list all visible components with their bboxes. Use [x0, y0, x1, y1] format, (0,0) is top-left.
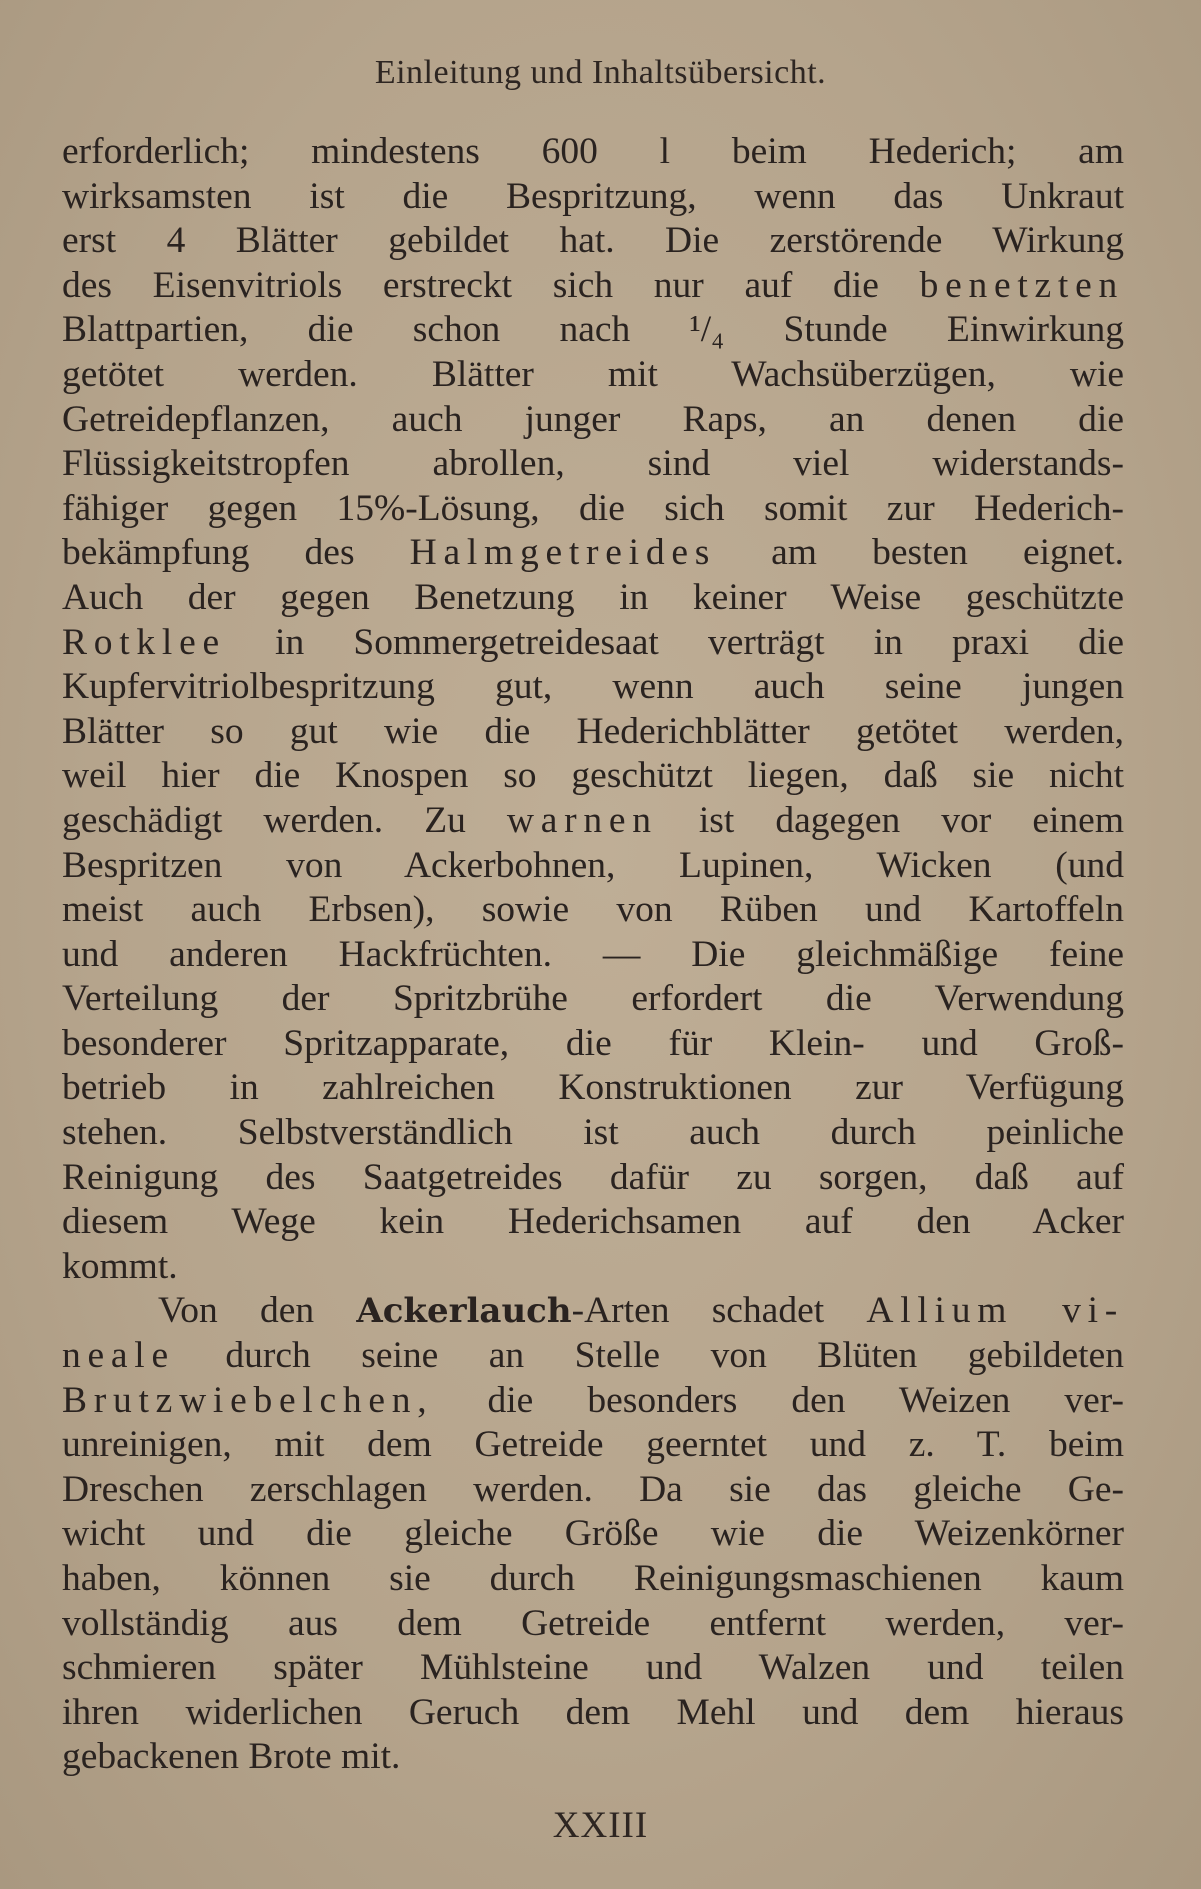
- text-line: [62, 799, 1124, 844]
- text-line: [62, 531, 1124, 576]
- text-line: vollständig aus dem Getreide entfernt werden, ver-: [62, 1602, 1124, 1644]
- text-line: wicht und die gleiche Größe wie die Weizenkörner: [62, 1513, 1124, 1555]
- emphasis-spaced: benetzten: [919, 264, 1124, 306]
- emphasis-spaced: warnen: [506, 799, 658, 841]
- text-run: geschädigt werden. Zu: [62, 799, 507, 841]
- text-line: besonderer Spritzapparate, die für Klein- und Groß-: [62, 1022, 1124, 1064]
- text-line: Bespritzen von Ackerbohnen, Lupinen, Wicken (und: [62, 844, 1124, 886]
- text-run: die besonders den Weizen ver-: [433, 1379, 1124, 1421]
- text-line: wirksamsten ist die Bespritzung, wenn das Unkraut: [62, 175, 1124, 217]
- text-line: Flüssigkeitstropfen abrollen, sind viel widerstands-: [62, 443, 1124, 485]
- text-line: Auch der gegen Benetzung in keiner Weise geschützte: [62, 576, 1124, 618]
- text-line: getötet werden. Blätter mit Wachsüberzügen, wie: [62, 353, 1124, 395]
- emphasis-spaced: Halmgetreides: [409, 532, 717, 574]
- text-line: Dreschen zerschlagen werden. Da sie das gleiche Ge-: [62, 1468, 1124, 1510]
- body-text: [62, 130, 1124, 1780]
- text-line: [62, 1334, 1124, 1379]
- text-line: haben, können sie durch Reinigungsmaschienen kaum: [62, 1558, 1124, 1599]
- text-line: diesem Wege kein Hederichsamen auf den Acker: [62, 1201, 1124, 1243]
- text-run: durch seine an Stelle von Blüten gebildeten: [174, 1335, 1124, 1377]
- emphasis-spaced: Allium vi-: [866, 1290, 1124, 1332]
- paragraph-2: [62, 1289, 1124, 1780]
- text-line: unreinigen, mit dem Getreide geerntet und z. T. beim: [62, 1424, 1124, 1466]
- text-line: fähiger gegen 15%-Lösung, die sich somit zur Hederich-: [62, 487, 1124, 529]
- page-number: XXIII: [552, 1805, 649, 1846]
- emphasis-spaced: Brutzwiebelchen,: [62, 1379, 434, 1421]
- text-line: Getreidepflanzen, auch junger Raps, an denen die: [62, 398, 1124, 440]
- text-line: [62, 1379, 1124, 1424]
- text-line: betrieb in zahlreichen Konstruktionen zur Verfügung: [62, 1067, 1124, 1109]
- text-run: ist dagegen vor einem: [657, 799, 1124, 841]
- text-run: Von den: [158, 1290, 357, 1332]
- text-line: Verteilung der Spritzbrühe erfordert die Verwendung: [62, 978, 1124, 1020]
- text-line: Kupfervitriolbespritzung gut, wenn auch seine jungen: [62, 666, 1124, 708]
- text-run: am besten eignet.: [716, 532, 1124, 574]
- text-line: weil hier die Knospen so geschützt liegen, daß sie nicht: [62, 755, 1124, 797]
- text-line: Blattpartien, die schon nach ¹/₄ Stunde Einwirkung: [62, 309, 1124, 351]
- text-line: Reinigung des Saatgetreides dafür zu sorgen, daß auf: [62, 1156, 1124, 1198]
- text-line: schmieren später Mühlsteine und Walzen und teilen: [62, 1647, 1124, 1689]
- paragraph-1: [62, 130, 1124, 1289]
- running-head: Einleitung und Inhaltsübersicht.: [374, 54, 827, 91]
- text-line: ihren widerlichen Geruch dem Mehl und dem hieraus: [62, 1691, 1124, 1733]
- text-line: erforderlich; mindestens 600 l beim Hederich; am: [62, 131, 1124, 172]
- text-run: in Sommergetreidesaat verträgt in praxi die: [225, 621, 1124, 663]
- text-line: erst 4 Blätter gebildet hat. Die zerstörende Wirkung: [62, 220, 1124, 262]
- text-run: des Eisenvitriols erstreckt sich nur auf die: [62, 264, 920, 306]
- emphasis-bold: Ackerlauch: [356, 1291, 572, 1332]
- text-line: und anderen Hackfrüchten. — Die gleichmäßige feine: [62, 933, 1124, 975]
- text-line: [62, 264, 1124, 309]
- text-line: Blätter so gut wie die Hederichblätter getötet werden,: [62, 710, 1124, 752]
- emphasis-spaced: neale: [62, 1335, 175, 1377]
- text-run: bekämpfung des: [62, 532, 410, 574]
- text-line: [62, 1289, 1124, 1334]
- text-run: -Arten schadet: [571, 1290, 867, 1332]
- text-line: meist auch Erbsen), sowie von Rüben und Kartoffeln: [62, 889, 1124, 931]
- emphasis-spaced: Rotklee: [62, 621, 226, 663]
- text-line: stehen. Selbstverständlich ist auch durch peinliche: [62, 1112, 1124, 1154]
- text-line: gebackenen Brote mit.: [62, 1736, 401, 1778]
- text-line: [62, 621, 1124, 666]
- text-line: kommt.: [62, 1245, 178, 1287]
